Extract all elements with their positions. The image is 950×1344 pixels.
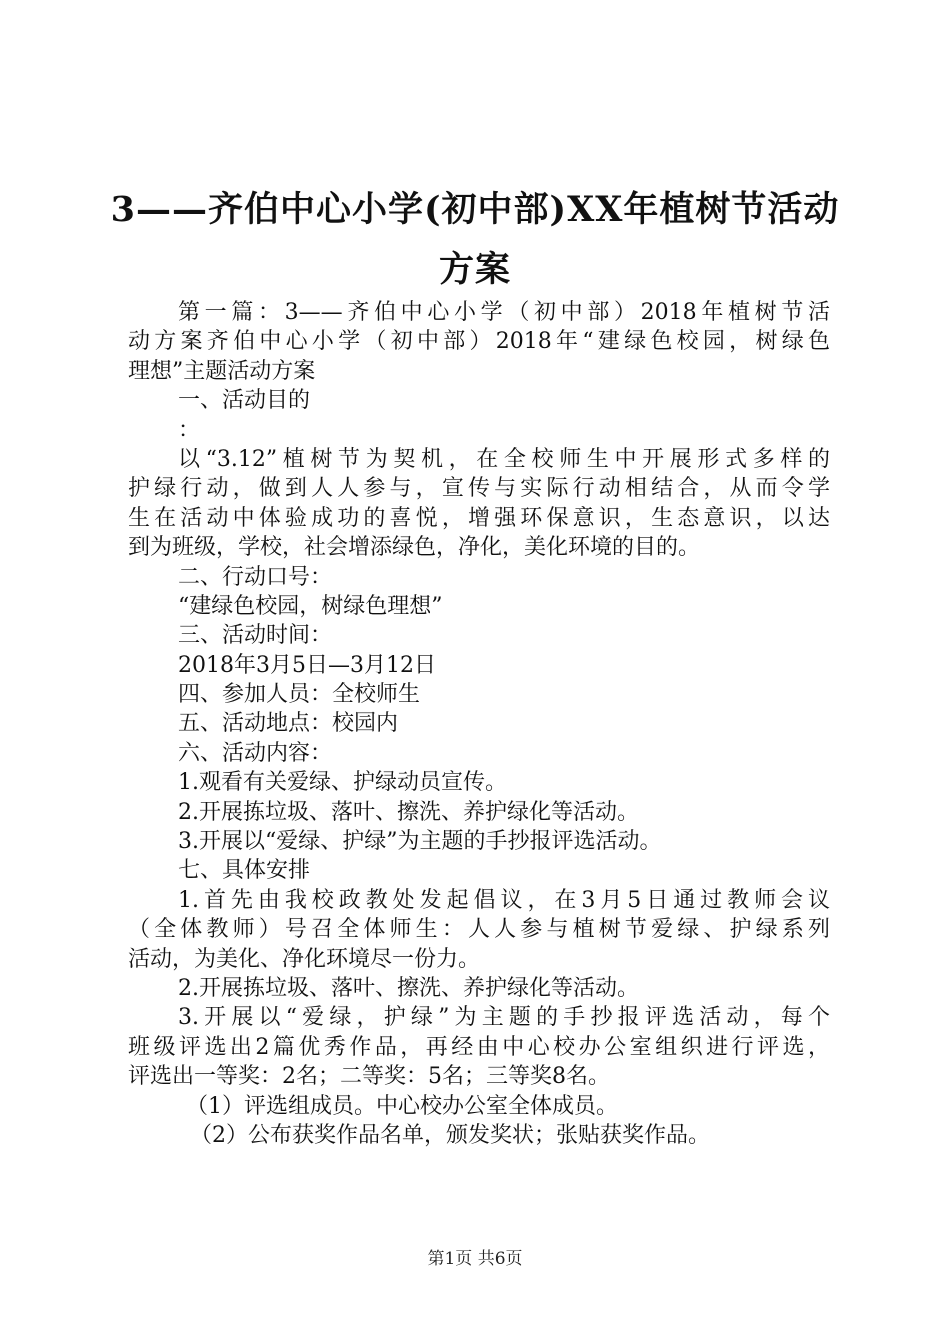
section-heading: 六、活动内容： — [178, 740, 333, 766]
paragraph-line: 到为班级，学校，社会增添绿色，净化，美化环境的目的。 — [128, 535, 701, 561]
paragraph-line: ： — [178, 417, 201, 443]
document-title-line-1: 3——齐伯中心小学(初中部)XX年植树节活动 — [110, 189, 840, 230]
sub-list-item: （2）公布获奖作品名单，颁发奖状；张贴获奖作品。 — [190, 1122, 710, 1148]
paragraph-line: 护绿行动，做到人人参与，宣传与实际行动相结合，从而令学 — [128, 476, 830, 502]
paragraph-line: 评选出一等奖：2名；二等奖：5名；三等奖8名。 — [128, 1064, 610, 1090]
document-title-line-2: 方案 — [438, 249, 511, 290]
paragraph-line: 2018年3月5日—3月12日 — [178, 652, 436, 678]
paragraph-line: “建绿色校园，树绿色理想” — [178, 593, 443, 619]
paragraph-line: 第一篇：3——齐伯中心小学（初中部）2018年植树节活 — [178, 300, 830, 325]
paragraph-line: （全体教师）号召全体师生：人人参与植树节爱绿、护绿系列 — [128, 917, 830, 943]
section-heading: 一、活动目的 — [178, 388, 311, 414]
paragraph-line: 活动，为美化、净化环境尽一份力。 — [128, 946, 481, 972]
paragraph-line: 生在活动中体验成功的喜悦，增强环保意识，生态意识，以达 — [128, 505, 830, 531]
document-body — [128, 298, 830, 1150]
section-heading: 四、参加人员：全校师生 — [178, 682, 421, 708]
paragraph-line: 动方案齐伯中心小学（初中部）2018年“建绿色校园，树绿色 — [128, 329, 830, 355]
paragraph-line: 理想”主题活动方案 — [128, 358, 316, 384]
section-heading: 七、具体安排 — [178, 858, 311, 884]
section-heading: 三、活动时间： — [178, 623, 333, 649]
paragraph-line: 1.首先由我校政教处发起倡议，在3月5日通过教师会议 — [178, 887, 830, 913]
list-item: 3.开展以“爱绿、护绿”为主题的手抄报评选活动。 — [178, 829, 662, 855]
section-heading: 二、行动口号： — [178, 564, 333, 590]
paragraph-line: 班级评选出2篇优秀作品，再经由中心校办公室组织进行评选， — [128, 1034, 830, 1060]
sub-list-item: （1）评选组成员。中心校办公室全体成员。 — [186, 1093, 618, 1119]
paragraph-line: 3.开展以“爱绿，护绿”为主题的手抄报评选活动，每个 — [178, 1005, 830, 1031]
paragraph-line: 以“3.12”植树节为契机，在全校师生中开展形式多样的 — [178, 446, 830, 472]
section-heading: 五、活动地点：校园内 — [178, 711, 399, 737]
list-item: 2.开展拣垃圾、落叶、擦洗、养护绿化等活动。 — [178, 799, 639, 825]
list-item: 2.开展拣垃圾、落叶、擦洗、养护绿化等活动。 — [178, 975, 639, 1001]
list-item: 1.观看有关爱绿、护绿动员宣传。 — [178, 770, 507, 796]
page-footer: 第1页 共6页 — [427, 1249, 523, 1269]
